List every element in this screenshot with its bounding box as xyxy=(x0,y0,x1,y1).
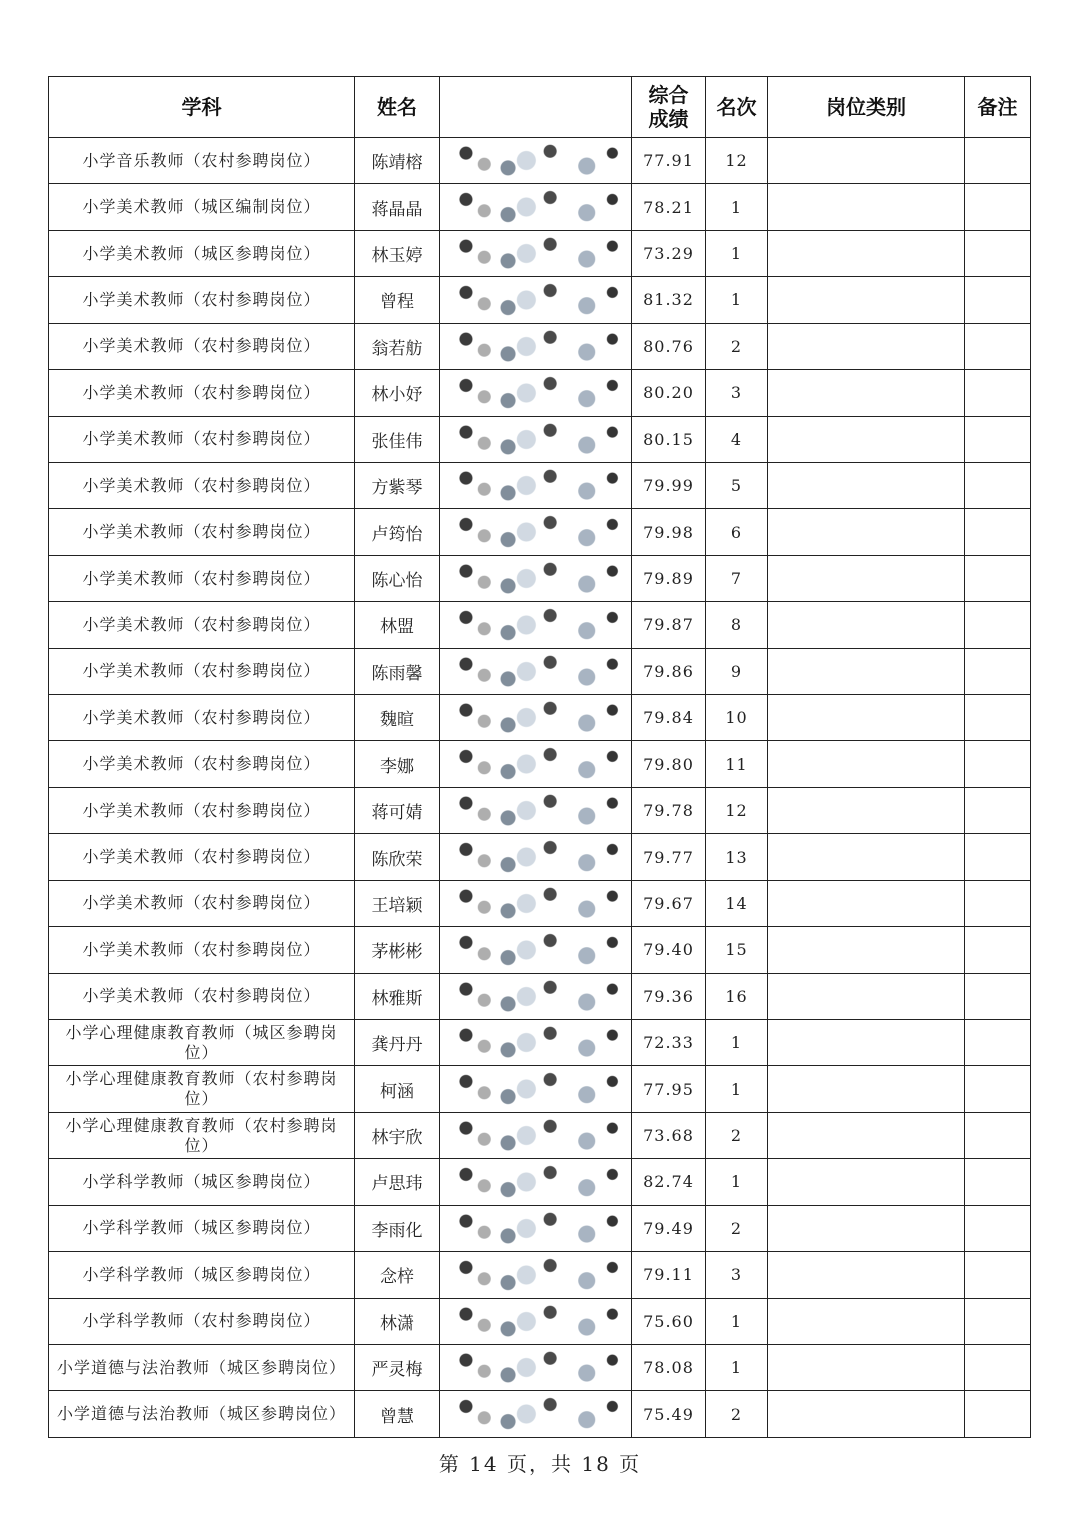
rank-cell: 12 xyxy=(706,138,768,184)
score-cell: 79.36 xyxy=(632,973,706,1019)
subject-cell: 小学心理健康教育教师（城区参聘岗位） xyxy=(49,1020,355,1066)
name-cell: 李娜 xyxy=(355,741,440,787)
subject-cell: 小学美术教师（农村参聘岗位） xyxy=(49,787,355,833)
position-type-cell xyxy=(768,1344,965,1390)
position-type-cell xyxy=(768,370,965,416)
subject-cell: 小学科学教师（农村参聘岗位） xyxy=(49,1298,355,1344)
score-cell: 79.80 xyxy=(632,741,706,787)
score-cell: 78.08 xyxy=(632,1344,706,1390)
rank-cell: 1 xyxy=(706,184,768,230)
score-cell: 75.60 xyxy=(632,1298,706,1344)
rank-cell: 2 xyxy=(706,1205,768,1251)
name-cell: 茅彬彬 xyxy=(355,927,440,973)
rank-cell: 5 xyxy=(706,462,768,508)
redacted-cell xyxy=(440,370,632,416)
header-name: 姓名 xyxy=(355,77,440,138)
position-type-cell xyxy=(768,509,965,555)
redacted-cell xyxy=(440,1205,632,1251)
subject-cell: 小学美术教师（农村参聘岗位） xyxy=(49,648,355,694)
score-cell: 80.76 xyxy=(632,323,706,369)
header-position-type: 岗位类别 xyxy=(768,77,965,138)
subject-cell: 小学美术教师（农村参聘岗位） xyxy=(49,370,355,416)
redacted-cell xyxy=(440,1112,632,1158)
header-redacted-column xyxy=(440,77,632,138)
remark-cell xyxy=(965,1066,1031,1112)
remark-cell xyxy=(965,1020,1031,1066)
position-type-cell xyxy=(768,787,965,833)
redacted-cell xyxy=(440,880,632,926)
name-cell: 念梓 xyxy=(355,1252,440,1298)
name-cell: 林盟 xyxy=(355,602,440,648)
remark-cell xyxy=(965,230,1031,276)
position-type-cell xyxy=(768,1020,965,1066)
results-table xyxy=(48,76,1031,1438)
redacted-cell xyxy=(440,973,632,1019)
redacted-cell xyxy=(440,1066,632,1112)
page-number: 第 14 页，共 18 页 xyxy=(438,1452,642,1476)
name-cell: 龚丹丹 xyxy=(355,1020,440,1066)
rank-cell: 1 xyxy=(706,1066,768,1112)
table-row xyxy=(49,1298,1031,1344)
position-type-cell xyxy=(768,1298,965,1344)
score-cell: 79.84 xyxy=(632,695,706,741)
redacted-cell xyxy=(440,555,632,601)
table-body xyxy=(49,138,1031,1438)
redacted-cell xyxy=(440,1298,632,1344)
redacted-cell xyxy=(440,695,632,741)
table-row xyxy=(49,1020,1031,1066)
subject-cell: 小学美术教师（农村参聘岗位） xyxy=(49,973,355,1019)
redacted-cell xyxy=(440,834,632,880)
table-row xyxy=(49,648,1031,694)
redacted-cell xyxy=(440,1159,632,1205)
subject-cell: 小学美术教师（农村参聘岗位） xyxy=(49,462,355,508)
position-type-cell xyxy=(768,1252,965,1298)
subject-cell: 小学美术教师（农村参聘岗位） xyxy=(49,509,355,555)
subject-cell: 小学心理健康教育教师（农村参聘岗位） xyxy=(49,1066,355,1112)
name-cell: 柯涵 xyxy=(355,1066,440,1112)
table-row xyxy=(49,230,1031,276)
score-cell: 79.49 xyxy=(632,1205,706,1251)
table-row xyxy=(49,1391,1031,1438)
redacted-cell xyxy=(440,323,632,369)
table-row xyxy=(49,602,1031,648)
header-remark: 备注 xyxy=(965,77,1031,138)
rank-cell: 13 xyxy=(706,834,768,880)
header-subject: 学科 xyxy=(49,77,355,138)
remark-cell xyxy=(965,1159,1031,1205)
name-cell: 蒋可婧 xyxy=(355,787,440,833)
name-cell: 林小妤 xyxy=(355,370,440,416)
name-cell: 陈雨馨 xyxy=(355,648,440,694)
table-row xyxy=(49,184,1031,230)
subject-cell: 小学美术教师（城区编制岗位） xyxy=(49,184,355,230)
redacted-cell xyxy=(440,138,632,184)
table-row xyxy=(49,880,1031,926)
position-type-cell xyxy=(768,695,965,741)
score-cell: 79.98 xyxy=(632,509,706,555)
score-cell: 79.99 xyxy=(632,462,706,508)
position-type-cell xyxy=(768,834,965,880)
name-cell: 李雨化 xyxy=(355,1205,440,1251)
subject-cell: 小学科学教师（城区参聘岗位） xyxy=(49,1205,355,1251)
name-cell: 魏暄 xyxy=(355,695,440,741)
name-cell: 蒋晶晶 xyxy=(355,184,440,230)
redacted-cell xyxy=(440,184,632,230)
remark-cell xyxy=(965,602,1031,648)
position-type-cell xyxy=(768,1391,965,1438)
table-row xyxy=(49,323,1031,369)
score-cell: 79.87 xyxy=(632,602,706,648)
remark-cell xyxy=(965,1205,1031,1251)
remark-cell xyxy=(965,973,1031,1019)
table-row xyxy=(49,741,1031,787)
name-cell: 严灵梅 xyxy=(355,1344,440,1390)
rank-cell: 6 xyxy=(706,509,768,555)
redacted-cell xyxy=(440,230,632,276)
table-row xyxy=(49,277,1031,323)
position-type-cell xyxy=(768,973,965,1019)
rank-cell: 8 xyxy=(706,602,768,648)
position-type-cell xyxy=(768,648,965,694)
rank-cell: 15 xyxy=(706,927,768,973)
score-cell: 77.95 xyxy=(632,1066,706,1112)
score-cell: 79.78 xyxy=(632,787,706,833)
table-row xyxy=(49,787,1031,833)
header-rank: 名次 xyxy=(706,77,768,138)
position-type-cell xyxy=(768,741,965,787)
score-cell: 79.67 xyxy=(632,880,706,926)
score-cell: 80.15 xyxy=(632,416,706,462)
rank-cell: 1 xyxy=(706,277,768,323)
remark-cell xyxy=(965,509,1031,555)
subject-cell: 小学美术教师（农村参聘岗位） xyxy=(49,880,355,926)
rank-cell: 1 xyxy=(706,1344,768,1390)
name-cell: 林玉婷 xyxy=(355,230,440,276)
table-row xyxy=(49,509,1031,555)
rank-cell: 12 xyxy=(706,787,768,833)
subject-cell: 小学美术教师（农村参聘岗位） xyxy=(49,277,355,323)
table-row xyxy=(49,1066,1031,1112)
subject-cell: 小学心理健康教育教师（农村参聘岗位） xyxy=(49,1112,355,1158)
name-cell: 卢筠怡 xyxy=(355,509,440,555)
score-cell: 82.74 xyxy=(632,1159,706,1205)
position-type-cell xyxy=(768,277,965,323)
remark-cell xyxy=(965,462,1031,508)
position-type-cell xyxy=(768,602,965,648)
name-cell: 卢思玮 xyxy=(355,1159,440,1205)
position-type-cell xyxy=(768,462,965,508)
position-type-cell xyxy=(768,880,965,926)
name-cell: 方紫琴 xyxy=(355,462,440,508)
redacted-cell xyxy=(440,602,632,648)
remark-cell xyxy=(965,138,1031,184)
table-row xyxy=(49,462,1031,508)
subject-cell: 小学音乐教师（农村参聘岗位） xyxy=(49,138,355,184)
name-cell: 张佳伟 xyxy=(355,416,440,462)
position-type-cell xyxy=(768,416,965,462)
table-row xyxy=(49,927,1031,973)
name-cell: 林宇欣 xyxy=(355,1112,440,1158)
position-type-cell xyxy=(768,138,965,184)
score-cell: 72.33 xyxy=(632,1020,706,1066)
name-cell: 曾慧 xyxy=(355,1391,440,1438)
score-cell: 75.49 xyxy=(632,1391,706,1438)
redacted-cell xyxy=(440,277,632,323)
name-cell: 陈心怡 xyxy=(355,555,440,601)
rank-cell: 3 xyxy=(706,1252,768,1298)
redacted-cell xyxy=(440,927,632,973)
remark-cell xyxy=(965,1344,1031,1390)
rank-cell: 2 xyxy=(706,1112,768,1158)
name-cell: 陈欣荣 xyxy=(355,834,440,880)
table-row xyxy=(49,695,1031,741)
rank-cell: 1 xyxy=(706,1020,768,1066)
name-cell: 翁若舫 xyxy=(355,323,440,369)
subject-cell: 小学美术教师（农村参聘岗位） xyxy=(49,741,355,787)
rank-cell: 3 xyxy=(706,370,768,416)
header-score: 综合成绩 xyxy=(632,77,706,138)
rank-cell: 9 xyxy=(706,648,768,694)
remark-cell xyxy=(965,695,1031,741)
subject-cell: 小学美术教师（农村参聘岗位） xyxy=(49,834,355,880)
rank-cell: 11 xyxy=(706,741,768,787)
remark-cell xyxy=(965,787,1031,833)
score-cell: 73.68 xyxy=(632,1112,706,1158)
redacted-cell xyxy=(440,1391,632,1438)
remark-cell xyxy=(965,555,1031,601)
table-row xyxy=(49,555,1031,601)
remark-cell xyxy=(965,416,1031,462)
remark-cell xyxy=(965,741,1031,787)
remark-cell xyxy=(965,1112,1031,1158)
score-cell: 79.86 xyxy=(632,648,706,694)
subject-cell: 小学道德与法治教师（城区参聘岗位） xyxy=(49,1391,355,1438)
rank-cell: 7 xyxy=(706,555,768,601)
name-cell: 林潇 xyxy=(355,1298,440,1344)
table-row xyxy=(49,1344,1031,1390)
redacted-cell xyxy=(440,1252,632,1298)
redacted-cell xyxy=(440,787,632,833)
rank-cell: 1 xyxy=(706,1298,768,1344)
table-row xyxy=(49,1159,1031,1205)
name-cell: 陈靖榕 xyxy=(355,138,440,184)
subject-cell: 小学美术教师（农村参聘岗位） xyxy=(49,695,355,741)
redacted-cell xyxy=(440,416,632,462)
subject-cell: 小学科学教师（城区参聘岗位） xyxy=(49,1252,355,1298)
remark-cell xyxy=(965,648,1031,694)
position-type-cell xyxy=(768,555,965,601)
position-type-cell xyxy=(768,1159,965,1205)
subject-cell: 小学美术教师（农村参聘岗位） xyxy=(49,602,355,648)
redacted-cell xyxy=(440,648,632,694)
position-type-cell xyxy=(768,1066,965,1112)
score-cell: 79.77 xyxy=(632,834,706,880)
position-type-cell xyxy=(768,230,965,276)
remark-cell xyxy=(965,1252,1031,1298)
subject-cell: 小学道德与法治教师（城区参聘岗位） xyxy=(49,1344,355,1390)
redacted-cell xyxy=(440,1020,632,1066)
redacted-cell xyxy=(440,741,632,787)
name-cell: 王培颖 xyxy=(355,880,440,926)
score-cell: 80.20 xyxy=(632,370,706,416)
position-type-cell xyxy=(768,927,965,973)
position-type-cell xyxy=(768,323,965,369)
remark-cell xyxy=(965,184,1031,230)
remark-cell xyxy=(965,277,1031,323)
score-cell: 73.29 xyxy=(632,230,706,276)
redacted-cell xyxy=(440,509,632,555)
subject-cell: 小学美术教师（农村参聘岗位） xyxy=(49,555,355,601)
score-cell: 81.32 xyxy=(632,277,706,323)
score-cell: 79.89 xyxy=(632,555,706,601)
rank-cell: 10 xyxy=(706,695,768,741)
remark-cell xyxy=(965,1298,1031,1344)
score-cell: 79.11 xyxy=(632,1252,706,1298)
remark-cell xyxy=(965,927,1031,973)
table-row xyxy=(49,1112,1031,1158)
remark-cell xyxy=(965,834,1031,880)
table-row xyxy=(49,1205,1031,1251)
remark-cell xyxy=(965,370,1031,416)
table-row xyxy=(49,834,1031,880)
rank-cell: 14 xyxy=(706,880,768,926)
subject-cell: 小学美术教师（农村参聘岗位） xyxy=(49,416,355,462)
table-row xyxy=(49,370,1031,416)
rank-cell: 1 xyxy=(706,230,768,276)
rank-cell: 16 xyxy=(706,973,768,1019)
remark-cell xyxy=(965,1391,1031,1438)
rank-cell: 2 xyxy=(706,1391,768,1438)
name-cell: 林雅斯 xyxy=(355,973,440,1019)
rank-cell: 4 xyxy=(706,416,768,462)
table-row xyxy=(49,138,1031,184)
redacted-cell xyxy=(440,462,632,508)
subject-cell: 小学美术教师（农村参聘岗位） xyxy=(49,323,355,369)
name-cell: 曾程 xyxy=(355,277,440,323)
position-type-cell xyxy=(768,184,965,230)
redacted-cell xyxy=(440,1344,632,1390)
rank-cell: 2 xyxy=(706,323,768,369)
subject-cell: 小学美术教师（农村参聘岗位） xyxy=(49,927,355,973)
table-row xyxy=(49,416,1031,462)
subject-cell: 小学美术教师（城区参聘岗位） xyxy=(49,230,355,276)
rank-cell: 1 xyxy=(706,1159,768,1205)
table-row xyxy=(49,1252,1031,1298)
remark-cell xyxy=(965,880,1031,926)
score-cell: 79.40 xyxy=(632,927,706,973)
table-row xyxy=(49,973,1031,1019)
subject-cell: 小学科学教师（城区参聘岗位） xyxy=(49,1159,355,1205)
position-type-cell xyxy=(768,1112,965,1158)
score-cell: 78.21 xyxy=(632,184,706,230)
header-row xyxy=(49,77,1031,138)
position-type-cell xyxy=(768,1205,965,1251)
score-cell: 77.91 xyxy=(632,138,706,184)
remark-cell xyxy=(965,323,1031,369)
